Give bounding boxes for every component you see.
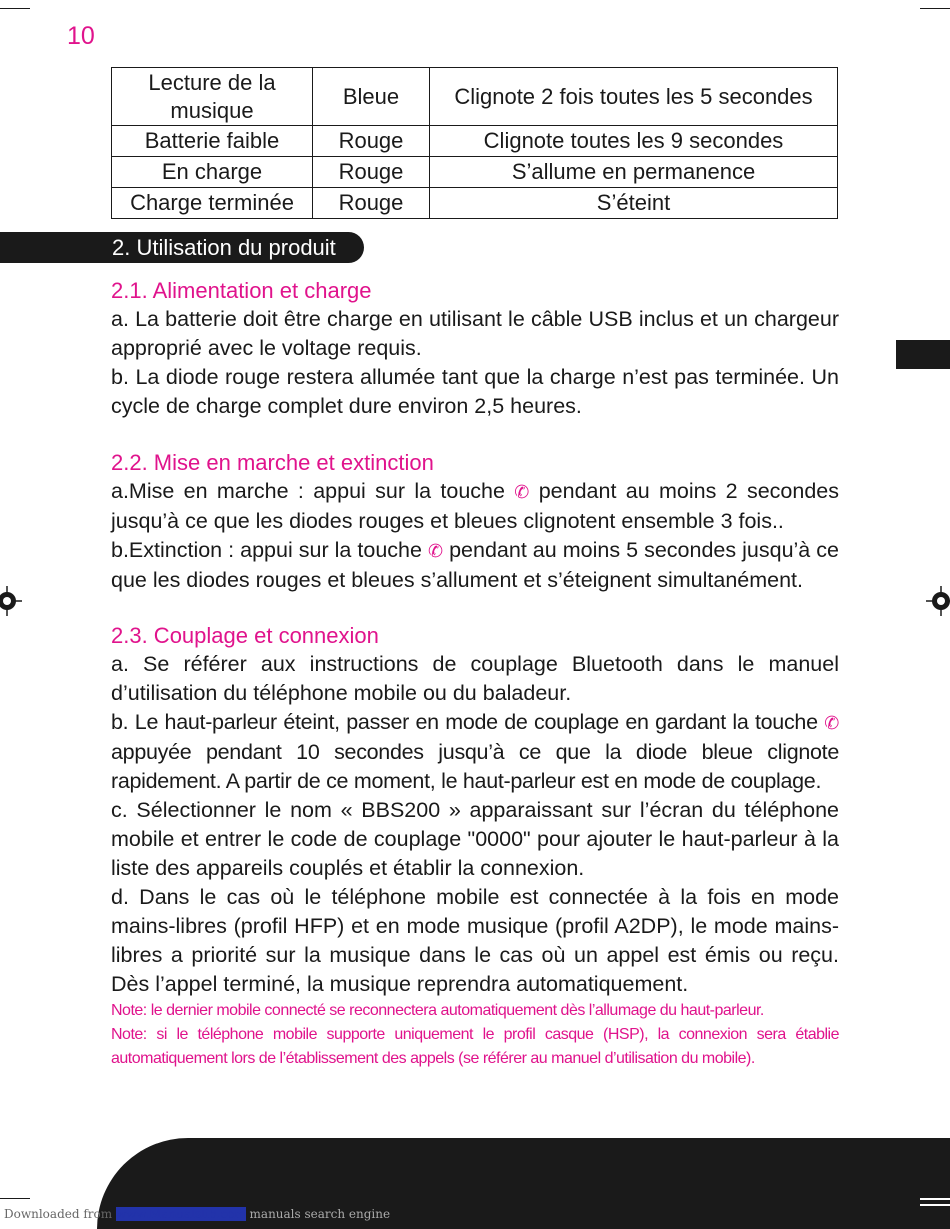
table-row	[112, 68, 838, 126]
table-cell: Rouge	[313, 126, 430, 157]
power-button-icon: ✆	[427, 541, 444, 561]
led-status-table	[111, 67, 838, 219]
paragraph-text: appuyée pendant 10 secondes jusqu’à ce que la diode bleue clignote rapidement. A partir de ce moment, le haut-parleur est en mode de couplage.	[111, 740, 839, 793]
paragraph: c. Sélectionner le nom « BBS200 » apparaissant sur l’écran du téléphone mobile et entrer le code de couplage "0000" pour ajouter le haut-parleur à la liste des appareils couplés et établir la connexion.	[111, 798, 839, 880]
note: Note: si le téléphone mobile supporte uniquement le profil casque (HSP), la connexion sera établie automatiquement lors de l’établissement des appels (se référer au manuel d’utilisation du mobile).	[111, 1026, 839, 1067]
download-footer	[4, 1207, 390, 1221]
download-link[interactable]: www.Manualslib.com	[115, 1207, 246, 1221]
section-2-3	[111, 621, 839, 1071]
crop-mark	[920, 1204, 950, 1206]
table-cell: Bleue	[313, 68, 430, 126]
section-title: 2. Utilisation du produit	[112, 235, 336, 260]
crop-mark	[920, 1198, 950, 1200]
note: Note: le dernier mobile connecté se reconnectera automatiquement dès l’allumage du haut-parleur.	[111, 1002, 764, 1019]
subsection-heading: 2.3. Couplage et connexion	[111, 623, 379, 648]
table-cell: S’éteint	[430, 188, 838, 219]
paragraph	[111, 536, 839, 595]
download-prefix: Downloaded from	[4, 1207, 113, 1221]
download-suffix: manuals search engine	[249, 1207, 391, 1221]
section-2-1	[111, 276, 839, 421]
subsection-heading: 2.2. Mise en marche et extinction	[111, 450, 434, 475]
paragraph: d. Dans le cas où le téléphone mobile est connectée à la fois en mode mains-libres (profil HFP) et en mode musique (profil A2DP), le mode mains-libres a priorité sur la musique dans le cas où un appel est émis ou reçu. Dès l’appel terminé, la musique reprendra automatiquement.	[111, 885, 839, 996]
subsection-heading: 2.1. Alimentation et charge	[111, 278, 372, 303]
paragraph-text: pendant au moins 2 secondes jusqu’à ce que les diodes rouges et bleues clignotent ensemble 3 fois..	[111, 479, 839, 533]
table-cell: Clignote 2 fois toutes les 5 secondes	[430, 68, 838, 126]
page-number: 10	[67, 22, 95, 50]
paragraph	[111, 708, 839, 796]
table-cell: Rouge	[313, 157, 430, 188]
table-cell: En charge	[112, 157, 313, 188]
registration-mark-icon	[0, 586, 22, 616]
table-row	[112, 188, 838, 219]
paragraph	[111, 477, 839, 536]
section-2-2	[111, 448, 839, 595]
power-button-icon: ✆	[514, 482, 530, 502]
paragraph: b. La diode rouge restera allumée tant que la charge n’est pas terminée. Un cycle de charge complet dure environ 2,5 heures.	[111, 365, 839, 418]
registration-mark-icon	[926, 586, 950, 616]
paragraph: a. La batterie doit être charge en utilisant le câble USB inclus et un chargeur approprié avec le voltage requis.	[111, 307, 839, 360]
table-cell: Charge terminée	[112, 188, 313, 219]
table-cell: Batterie faible	[112, 126, 313, 157]
paragraph-text: a.Mise en marche : appui sur la touche	[111, 479, 505, 503]
power-button-icon: ✆	[824, 713, 839, 733]
table-row	[112, 157, 838, 188]
table-cell: S’allume en permanence	[430, 157, 838, 188]
paragraph-text: b. Le haut-parleur éteint, passer en mode de couplage en gardant la touche	[111, 710, 818, 734]
paragraph-text: pendant au moins 5 secondes jusqu’à ce que les diodes rouges et bleues s’allument et s’éteignent simultanément.	[111, 538, 839, 592]
paragraph-text: b.Extinction : appui sur la touche	[111, 538, 422, 562]
table-cell: Rouge	[313, 188, 430, 219]
paragraph: a. Se référer aux instructions de couplage Bluetooth dans le manuel d’utilisation du téléphone mobile ou du baladeur.	[111, 652, 839, 705]
side-tab	[896, 340, 950, 369]
crop-mark	[0, 8, 30, 9]
table-cell: Lecture de la musique	[112, 68, 313, 126]
crop-mark	[0, 1198, 30, 1199]
crop-mark	[920, 8, 950, 9]
table-cell: Clignote toutes les 9 secondes	[430, 126, 838, 157]
table-row	[112, 126, 838, 157]
